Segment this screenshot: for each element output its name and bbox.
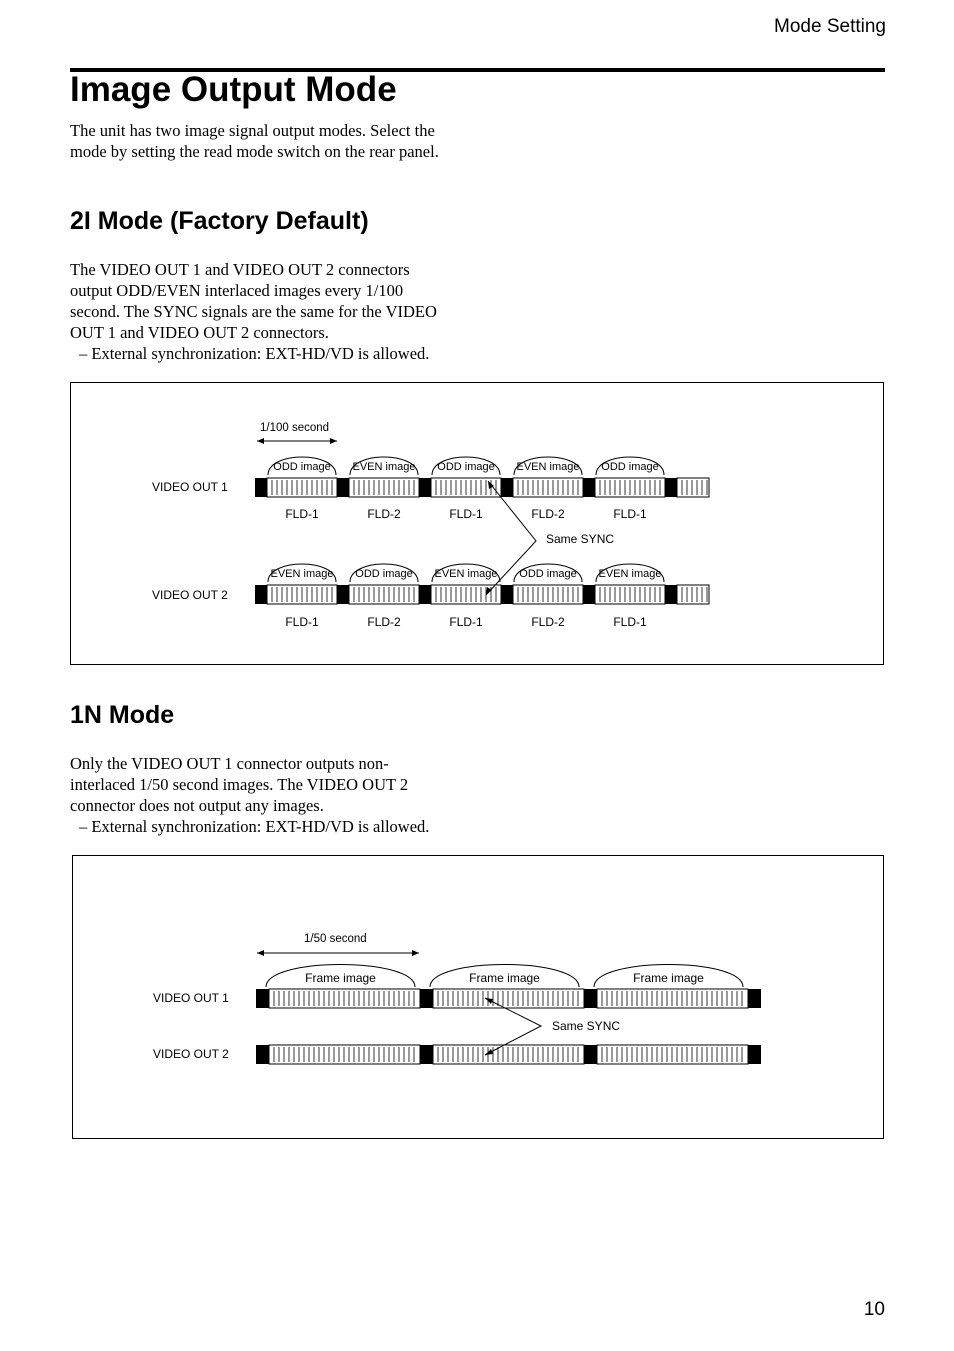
field-label: FLD-2 <box>531 615 565 629</box>
sync-block <box>419 585 431 604</box>
image-label: ODD image <box>601 461 659 473</box>
field-label: FLD-2 <box>367 615 401 629</box>
field-bar <box>433 989 584 1008</box>
sync-block <box>255 585 267 604</box>
field-bar <box>433 1045 584 1064</box>
image-label: Frame image <box>305 971 376 985</box>
field-label: FLD-2 <box>367 507 401 521</box>
sync-block <box>748 989 761 1008</box>
image-label: EVEN image <box>270 568 334 580</box>
sync-block <box>420 989 433 1008</box>
sync-block <box>584 1045 597 1064</box>
field-bar <box>269 1045 420 1064</box>
page-title: Image Output Mode <box>70 70 397 109</box>
sync-block <box>665 478 677 497</box>
sync-block <box>256 989 269 1008</box>
sync-block <box>337 585 349 604</box>
field-label: FLD-1 <box>285 507 319 521</box>
row1-label: VIDEO OUT 1 <box>153 991 229 1005</box>
sync-block <box>665 585 677 604</box>
mode-1n-heading: 1N Mode <box>70 701 175 729</box>
sync-block <box>420 1045 433 1064</box>
video-out-2-signal <box>255 564 709 629</box>
image-label: Frame image <box>469 971 540 985</box>
mode-2i-heading: 2I Mode (Factory Default) <box>70 207 369 235</box>
same-sync-label: Same SYNC <box>552 1019 621 1033</box>
intro-paragraph <box>70 120 470 162</box>
video-out-2-signal <box>256 1045 761 1064</box>
field-label: FLD-1 <box>613 507 647 521</box>
sync-block <box>337 478 349 497</box>
field-bar <box>597 1045 748 1064</box>
sync-block <box>584 989 597 1008</box>
image-label: ODD image <box>273 461 331 473</box>
field-label: FLD-2 <box>531 507 565 521</box>
field-bar <box>597 989 748 1008</box>
same-sync-label: Same SYNC <box>546 532 615 546</box>
mode-1n-bullet: – External synchronization: EXT-HD/VD is allowed. <box>79 817 430 836</box>
intro-text: The unit has two image signal output modes. Select the mode by setting the read mode switch on the rear panel. <box>70 121 439 161</box>
video-out-1-signal <box>256 965 761 1009</box>
mode-2i-bullet: – External synchronization: EXT-HD/VD is allowed. <box>79 344 430 363</box>
mode-2i-timing-diagram <box>71 383 883 664</box>
image-label: EVEN image <box>516 461 580 473</box>
image-label: ODD image <box>519 568 577 580</box>
interval-label: 1/50 second <box>304 933 367 945</box>
video-out-1-signal <box>255 457 709 521</box>
field-label: FLD-1 <box>449 615 483 629</box>
image-label: EVEN image <box>352 461 416 473</box>
field-label: FLD-1 <box>449 507 483 521</box>
sync-block <box>256 1045 269 1064</box>
image-label: Frame image <box>633 971 704 985</box>
mode-2i-diagram <box>70 382 884 665</box>
field-bar <box>269 989 420 1008</box>
sync-block <box>501 585 513 604</box>
row2-label: VIDEO OUT 2 <box>152 588 228 602</box>
image-label: EVEN image <box>434 568 498 580</box>
page-number: 10 <box>863 1299 885 1320</box>
sync-block <box>255 478 267 497</box>
mode-2i-body: The VIDEO OUT 1 and VIDEO OUT 2 connectors output ODD/EVEN interlaced images every 1/100 second. The SYNC signals are the same for the VIDEO OUT 1 and VIDEO OUT 2 connectors. <box>70 260 437 342</box>
sync-block <box>501 478 513 497</box>
mode-1n-timing-diagram <box>73 856 883 1138</box>
sync-block <box>419 478 431 497</box>
sync-block <box>748 1045 761 1064</box>
row1-label: VIDEO OUT 1 <box>152 480 228 494</box>
section-header: Mode Setting <box>774 16 886 37</box>
sync-block <box>583 478 595 497</box>
image-label: ODD image <box>437 461 495 473</box>
mode-1n-diagram <box>72 855 884 1139</box>
image-label: EVEN image <box>598 568 662 580</box>
image-label: ODD image <box>355 568 413 580</box>
sync-block <box>583 585 595 604</box>
field-label: FLD-1 <box>613 615 647 629</box>
row2-label: VIDEO OUT 2 <box>153 1047 229 1061</box>
mode-1n-paragraph <box>70 753 442 837</box>
mode-1n-body: Only the VIDEO OUT 1 connector outputs non-interlaced 1/50 second images. The VIDEO OUT 2 connector does not output any images. <box>70 754 409 815</box>
field-label: FLD-1 <box>285 615 319 629</box>
mode-2i-paragraph <box>70 259 442 364</box>
interval-label: 1/100 second <box>260 422 330 434</box>
